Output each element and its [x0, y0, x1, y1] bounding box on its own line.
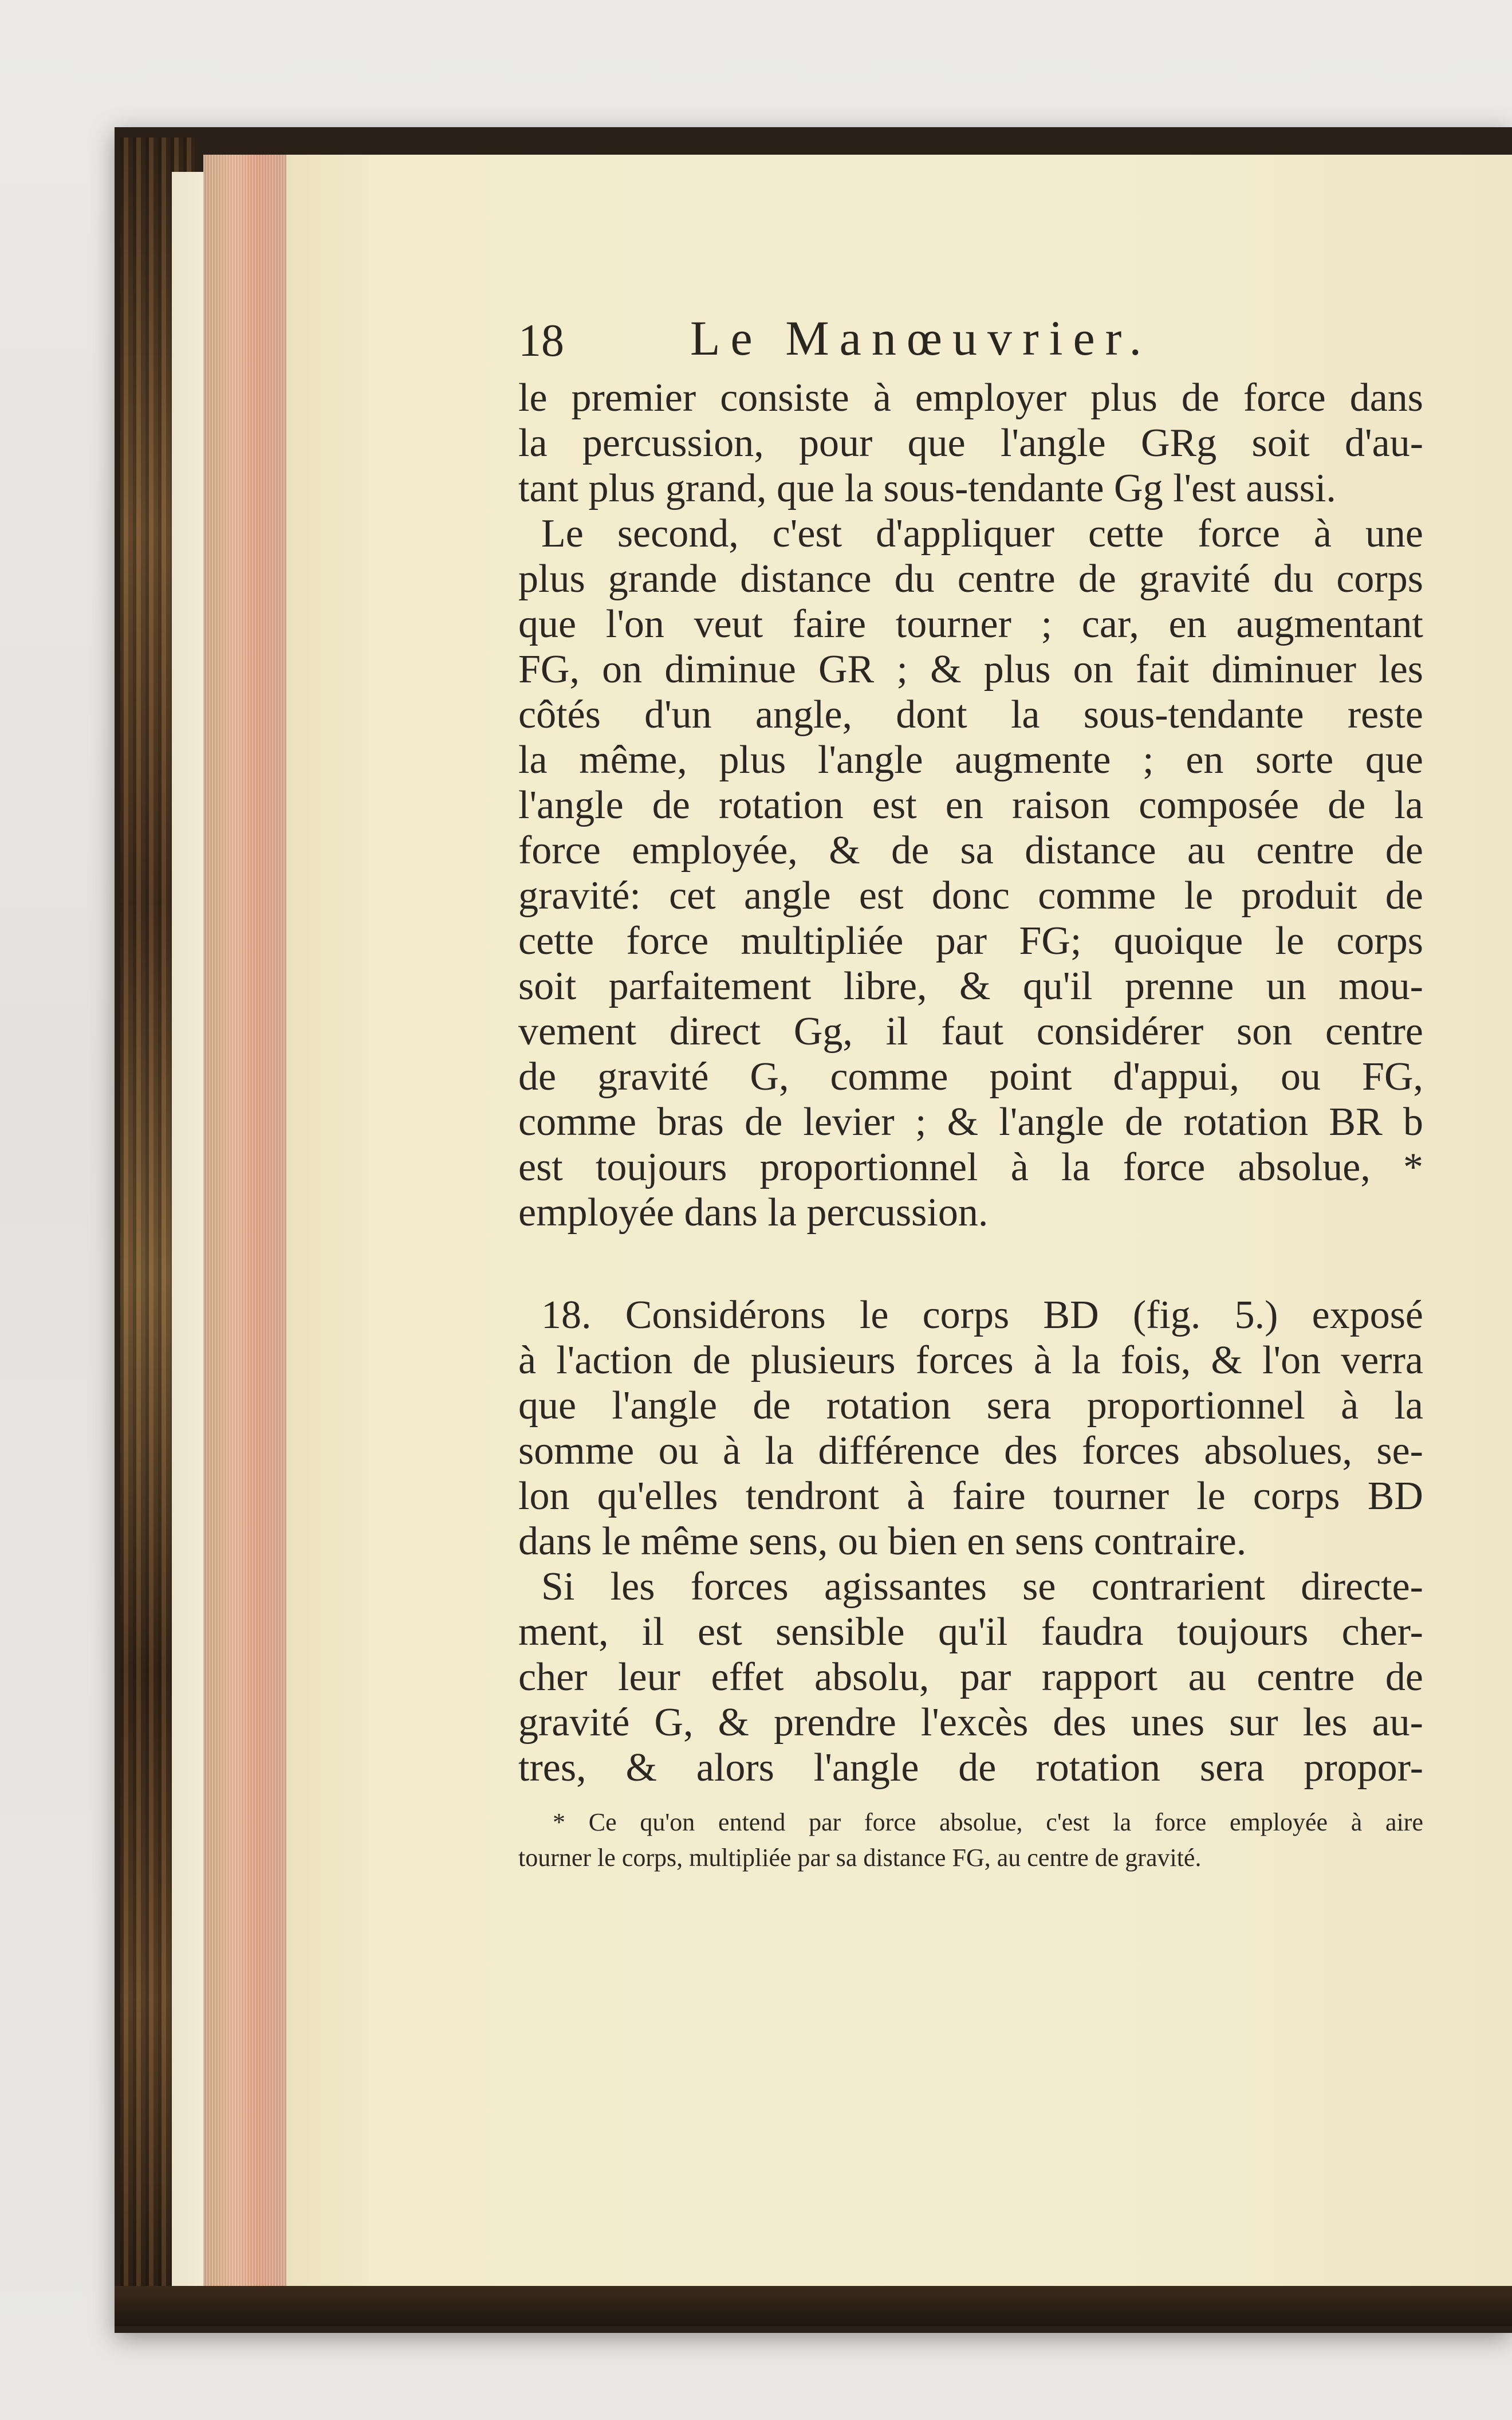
text-line: Si les forces agissantes se contrarient directe- [541, 1565, 1423, 1609]
text-line: que l'angle de rotation sera proportionnel à la [518, 1384, 1423, 1428]
text-line: tres, & alors l'angle de rotation sera propor- [518, 1746, 1423, 1790]
running-title: Le Manœuvrier. [690, 311, 1152, 366]
text-line: de gravité G, comme point d'appui, ou FG, [518, 1055, 1423, 1099]
text-line: FG, on diminue GR ; & plus on fait diminuer les [518, 647, 1423, 692]
footnote [518, 1805, 1423, 1876]
text-line: lon qu'elles tendront à faire tourner le corps BD [518, 1474, 1423, 1518]
body-text [518, 375, 1423, 1790]
text-line: cette force multipliée par FG; quoique le corps [518, 919, 1423, 963]
text-line: 18. Considérons le corps BD (fig. 5.) exposé [541, 1293, 1423, 1337]
text-line: gravité: cet angle est donc comme le produit de [518, 874, 1423, 918]
paragraph-gap [518, 1235, 1423, 1292]
text-line: plus grande distance du centre de gravité du corps [518, 557, 1423, 601]
text-line: que l'on veut faire tourner ; car, en augmentant [518, 602, 1423, 646]
text-line: somme ou à la différence des forces absolues, se- [518, 1429, 1423, 1473]
page-number: 18 [518, 316, 564, 366]
text-line: tant plus grand, que la sous-tendante Gg l'est aussi. [518, 466, 1336, 510]
text-line: dans le même sens, ou bien en sens contraire. [518, 1519, 1247, 1563]
text-line: est toujours proportionnel à la force absolue, * [518, 1145, 1423, 1189]
text-line: soit parfaitement libre, & qu'il prenne un mou- [518, 964, 1423, 1008]
text-line: gravité G, & prendre l'excès des unes sur les au- [518, 1700, 1423, 1745]
text-line: force employée, & de sa distance au centre de [518, 828, 1423, 873]
text-line: à l'action de plusieurs forces à la fois, & l'on verra [518, 1338, 1423, 1382]
text-line: employée dans la percussion. [518, 1191, 989, 1235]
text-line: côtés d'un angle, dont la sous-tendante reste [518, 693, 1423, 737]
running-head [518, 304, 1423, 378]
footnote-line: tourner le corps, multipliée par sa distance FG, au centre de gravité. [518, 1844, 1202, 1872]
page-edges [203, 155, 295, 2309]
text-line: la même, plus l'angle augmente ; en sorte que [518, 738, 1423, 782]
text-line: le premier consiste à employer plus de force dans [518, 376, 1423, 420]
text-line: Le second, c'est d'appliquer cette force à une [541, 512, 1423, 556]
text-line: ment, il est sensible qu'il faudra toujours cher- [518, 1610, 1423, 1654]
footnote-line: * Ce qu'on entend par force absolue, c'est la force employée à aire [553, 1808, 1423, 1836]
text-line: l'angle de rotation est en raison composée de la [518, 783, 1423, 827]
text-line: cher leur effet absolu, par rapport au centre de [518, 1655, 1423, 1699]
text-line: vement direct Gg, il faut considérer son centre [518, 1009, 1423, 1054]
text-line: comme bras de levier ; & l'angle de rotation BR b [518, 1100, 1423, 1144]
text-line: la percussion, pour que l'angle GRg soit d'au- [518, 421, 1423, 465]
book-bottom-edge [115, 2286, 1512, 2326]
